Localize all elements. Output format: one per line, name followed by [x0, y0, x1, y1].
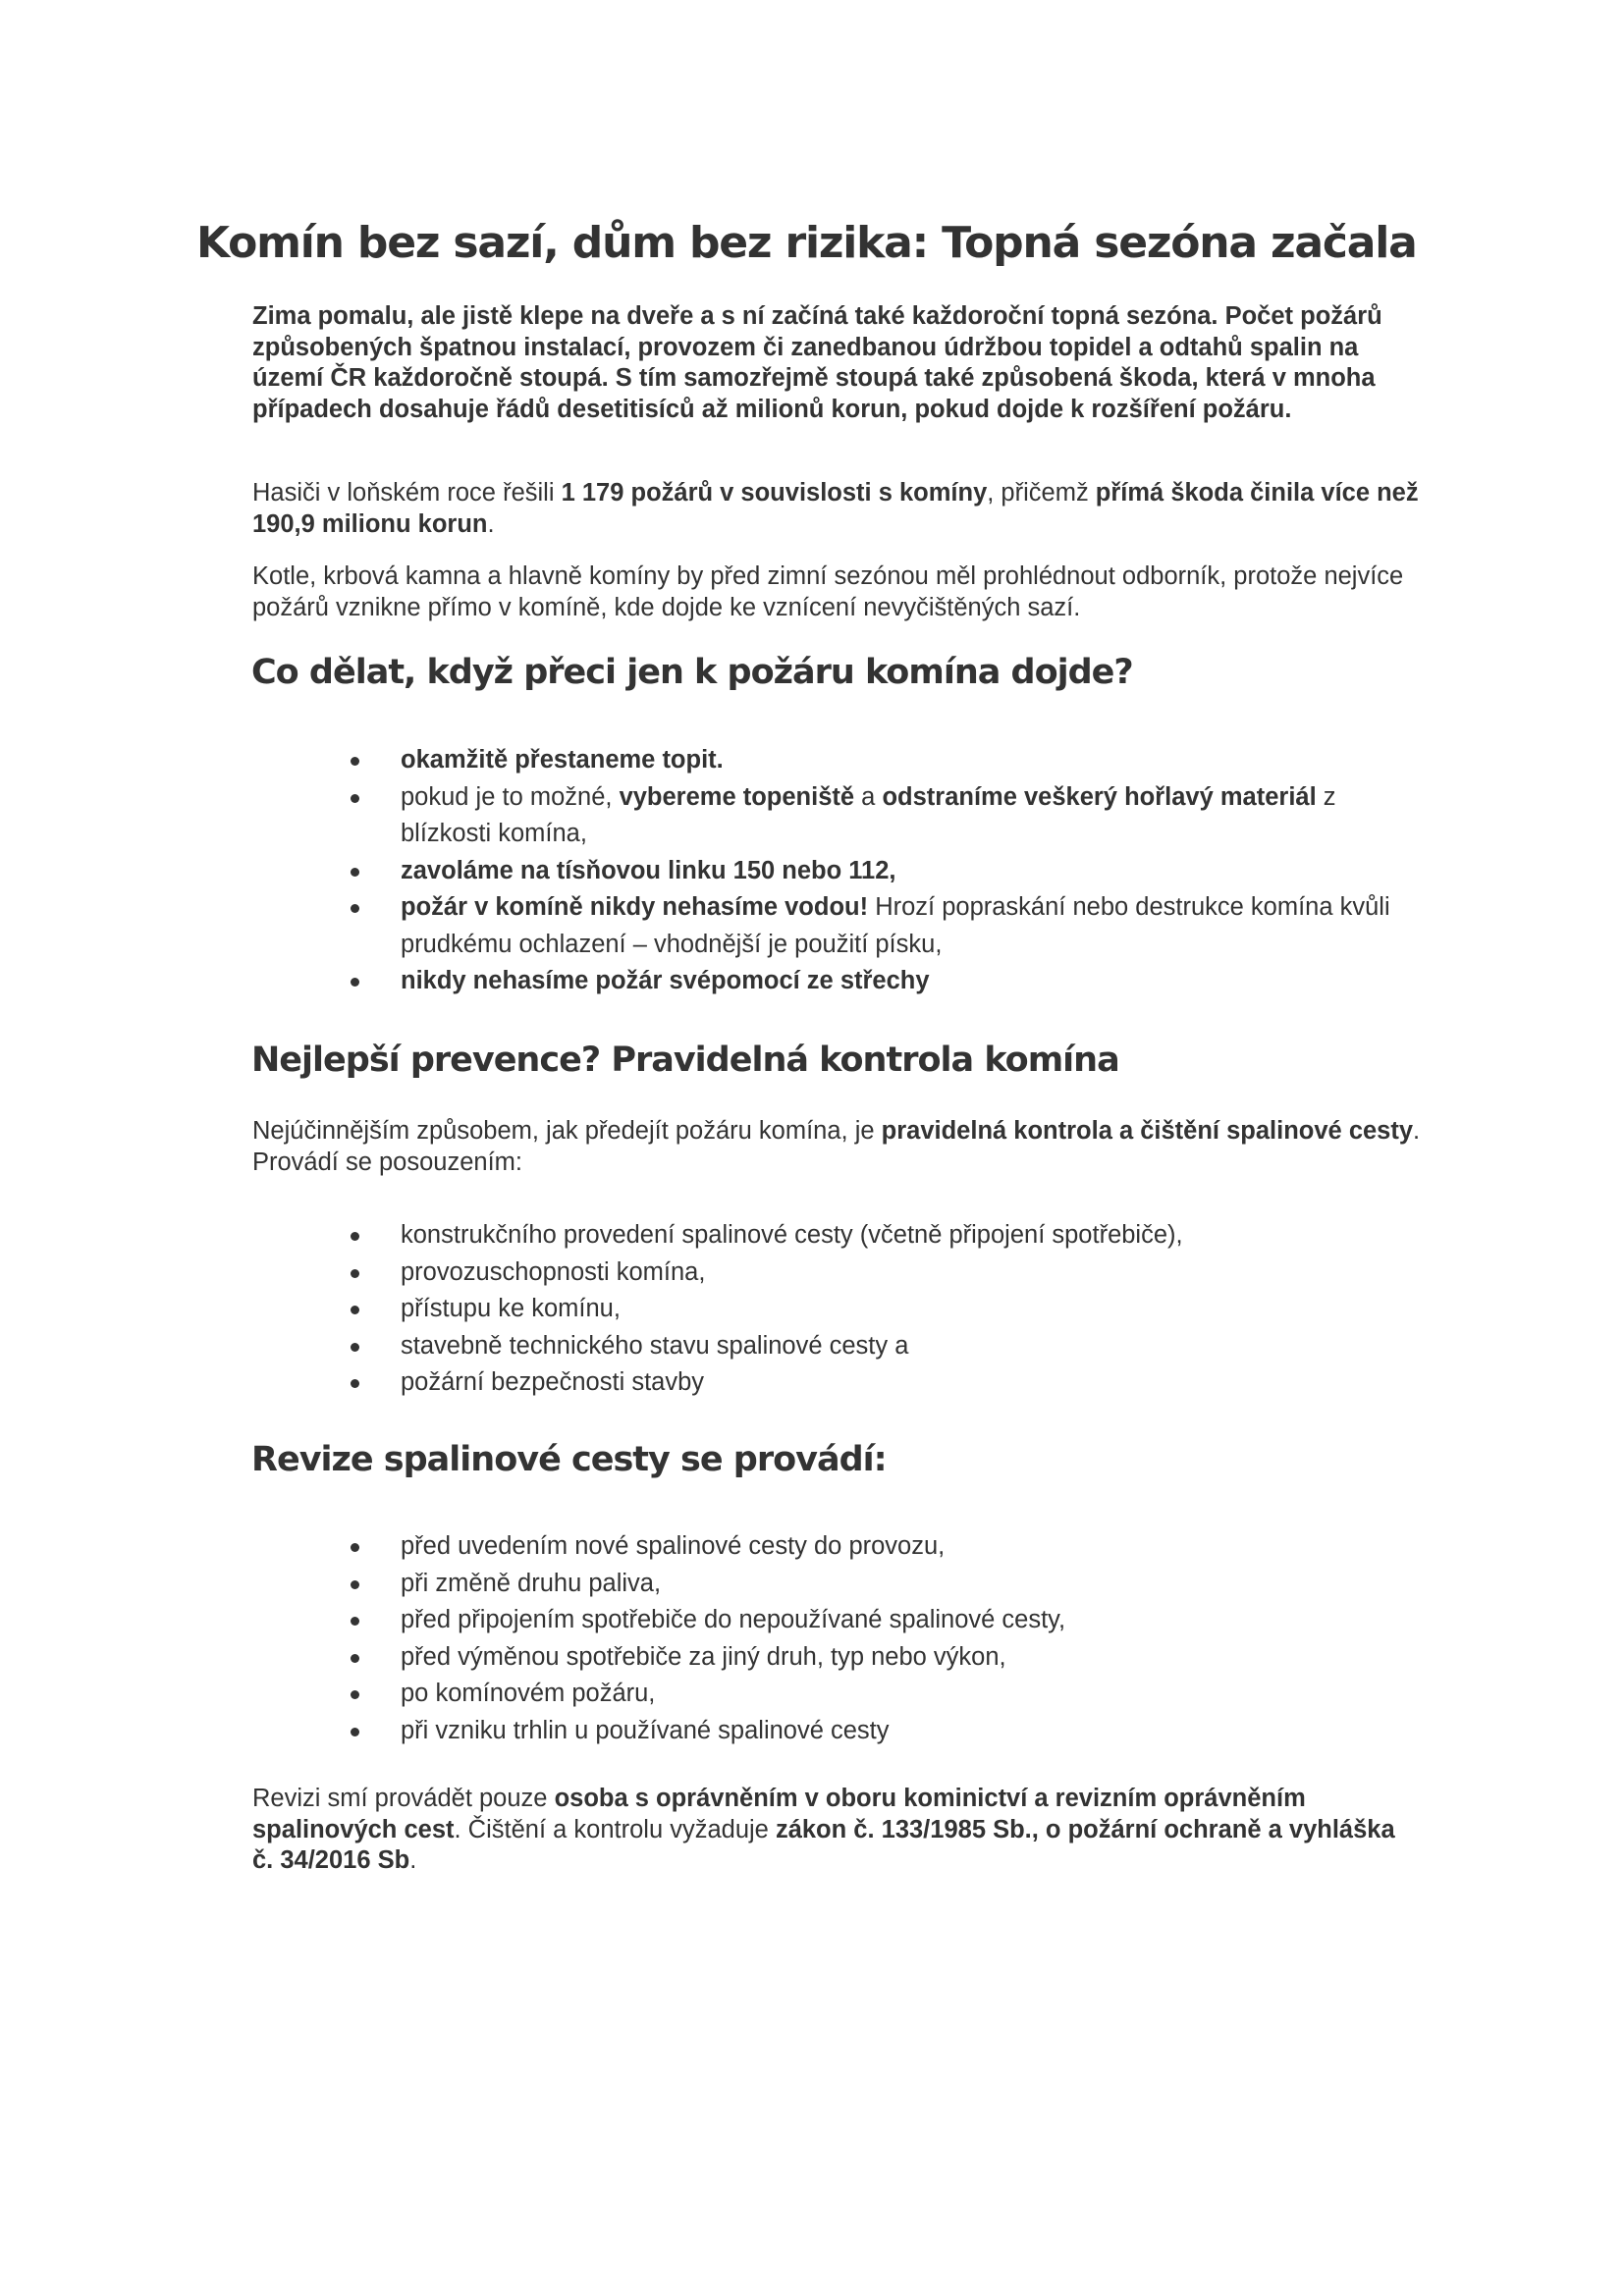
list-item	[351, 1713, 1431, 1750]
bullet-icon	[351, 1269, 359, 1278]
list-item-text: před výměnou spotřebiče za jiný druh, typ nebo výkon,	[401, 1642, 1006, 1671]
bullet-icon	[351, 1343, 359, 1352]
bullet-icon	[351, 1232, 359, 1241]
prevention-bold: pravidelná kontrola a čištění spalinové cesty	[881, 1117, 1414, 1145]
list-item	[351, 853, 1431, 890]
bullet-icon	[351, 1617, 359, 1626]
section-heading-fire-response: Co dělat, když přeci jen k požáru komína dojde?	[251, 653, 1133, 692]
list-item-text: provozuschopnosti komína,	[401, 1257, 706, 1286]
closing-text: .	[409, 1846, 417, 1874]
bullet-icon	[351, 1543, 359, 1552]
prevention-text: Nejúčinnějším způsobem, jak předejít požáru komína, je	[252, 1117, 882, 1145]
closing-text: . Čištění a kontrolu vyžaduje	[454, 1815, 776, 1843]
list-item-text: pokud je to možné,	[401, 782, 620, 811]
bullet-icon	[351, 904, 359, 913]
list-item-text: při vzniku trhlin u používané spalinové cesty	[401, 1716, 890, 1744]
revision-list	[351, 1528, 1431, 1749]
list-item-text: z blízkosti komína,	[401, 782, 1336, 847]
list-item	[351, 1528, 1431, 1566]
bullet-icon	[351, 1580, 359, 1589]
list-item-text: stavebně technického stavu spalinové cesty a	[401, 1331, 909, 1360]
list-item-text: před připojením spotřebiče do nepoužívané spalinové cesty,	[401, 1606, 1066, 1633]
list-item	[351, 1639, 1431, 1677]
stats-text: , přičemž	[987, 479, 1096, 507]
closing-bold: zákon č. 133/1985 Sb., o požární ochraně a vyhláška č. 34/2016 Sb	[252, 1815, 1395, 1874]
bullet-icon	[351, 757, 359, 766]
intro-lead-paragraph: Zima pomalu, ale jistě klepe na dveře a s ní začíná také každoroční topná sezóna. Počet požárů způsobených špatnou instalací, provozem či zanedbanou údržbou topidel a odtahů spalin na území ČR každoročně stoupá. S tím samozřejmě stoupá také způsobená škoda, která v mnoha případech dosahuje řádů desetitisíců až milionů korun, pokud dojde k rozšíření požáru.	[252, 302, 1382, 423]
list-item	[351, 1566, 1431, 1603]
list-item	[351, 1291, 1431, 1328]
list-item-bold: odstraníme veškerý hořlavý materiál	[882, 782, 1317, 811]
list-item-text: požární bezpečnosti stavby	[401, 1368, 705, 1396]
bullet-icon	[351, 794, 359, 803]
list-item	[351, 889, 1431, 963]
list-item-text: při změně druhu paliva,	[401, 1569, 662, 1597]
prevention-text: . Provádí se posouzením:	[252, 1117, 1421, 1176]
stats-damage-amount: přímá škoda činila více než 190,9 milionu korun	[252, 479, 1419, 538]
bullet-icon	[351, 868, 359, 877]
list-item-text: před uvedením nové spalinové cesty do provozu,	[401, 1532, 946, 1560]
stats-fires-count: 1 179 požárů v souvislosti s komíny	[561, 479, 988, 507]
bullet-icon	[351, 1306, 359, 1314]
list-item-text: po komínovém požáru,	[401, 1680, 656, 1707]
stats-text: .	[487, 509, 495, 538]
closing-bold: osoba s oprávněním v oboru kominictví a revizním oprávněním spalinových cest	[252, 1785, 1306, 1843]
bullet-icon	[351, 1379, 359, 1388]
prevention-paragraph	[252, 1116, 1431, 1178]
list-item-bold: vybereme topeniště	[619, 782, 855, 811]
bullet-icon	[351, 1728, 359, 1736]
bullet-icon	[351, 1654, 359, 1663]
stats-text: Hasiči v loňském roce řešili	[252, 479, 562, 507]
bullet-icon	[351, 978, 359, 987]
list-item-text: přístupu ke komínu,	[401, 1295, 621, 1322]
list-item	[351, 1602, 1431, 1639]
list-item-bold: požár v komíně nikdy nehasíme vodou!	[401, 893, 869, 921]
list-item	[351, 742, 1431, 779]
list-item	[351, 1255, 1431, 1292]
stats-paragraph	[252, 478, 1431, 540]
list-item	[351, 779, 1431, 853]
section-heading-prevention: Nejlepší prevence? Pravidelná kontrola komína	[251, 1041, 1119, 1080]
advice-paragraph: Kotle, krbová kamna a hlavně komíny by před zimní sezónou měl prohlédnout odborník, protože nejvíce požárů vznikne přímo v komíně, kde dojde ke vznícení nevyčištěných sazí.	[252, 562, 1404, 621]
closing-paragraph	[252, 1784, 1421, 1877]
list-item-text: a	[854, 782, 883, 811]
list-item	[351, 1364, 1431, 1402]
section-heading-revision: Revize spalinové cesty se provádí:	[251, 1440, 887, 1479]
list-item	[351, 963, 1431, 1000]
page-title: Komín bez sazí, dům bez rizika: Topná sezóna začala	[196, 218, 1417, 268]
closing-text: Revizi smí provádět pouze	[252, 1785, 555, 1812]
fire-response-list	[351, 742, 1431, 1000]
list-item	[351, 1676, 1431, 1713]
bullet-icon	[351, 1690, 359, 1699]
assessment-list	[351, 1217, 1431, 1402]
list-item-text: konstrukčního provedení spalinové cesty (včetně připojení spotřebiče),	[401, 1221, 1183, 1249]
list-item	[351, 1328, 1431, 1365]
list-item	[351, 1217, 1431, 1255]
list-item-bold: nikdy nehasíme požár svépomocí ze střechy	[401, 967, 930, 994]
list-item-bold: zavoláme na tísňovou linku 150 nebo 112,	[401, 856, 896, 884]
list-item-bold: okamžitě přestaneme topit.	[401, 746, 724, 774]
list-item-text: Hrozí popraskání nebo destrukce komína kvůli prudkému ochlazení – vhodnější je použití písku,	[401, 893, 1390, 958]
